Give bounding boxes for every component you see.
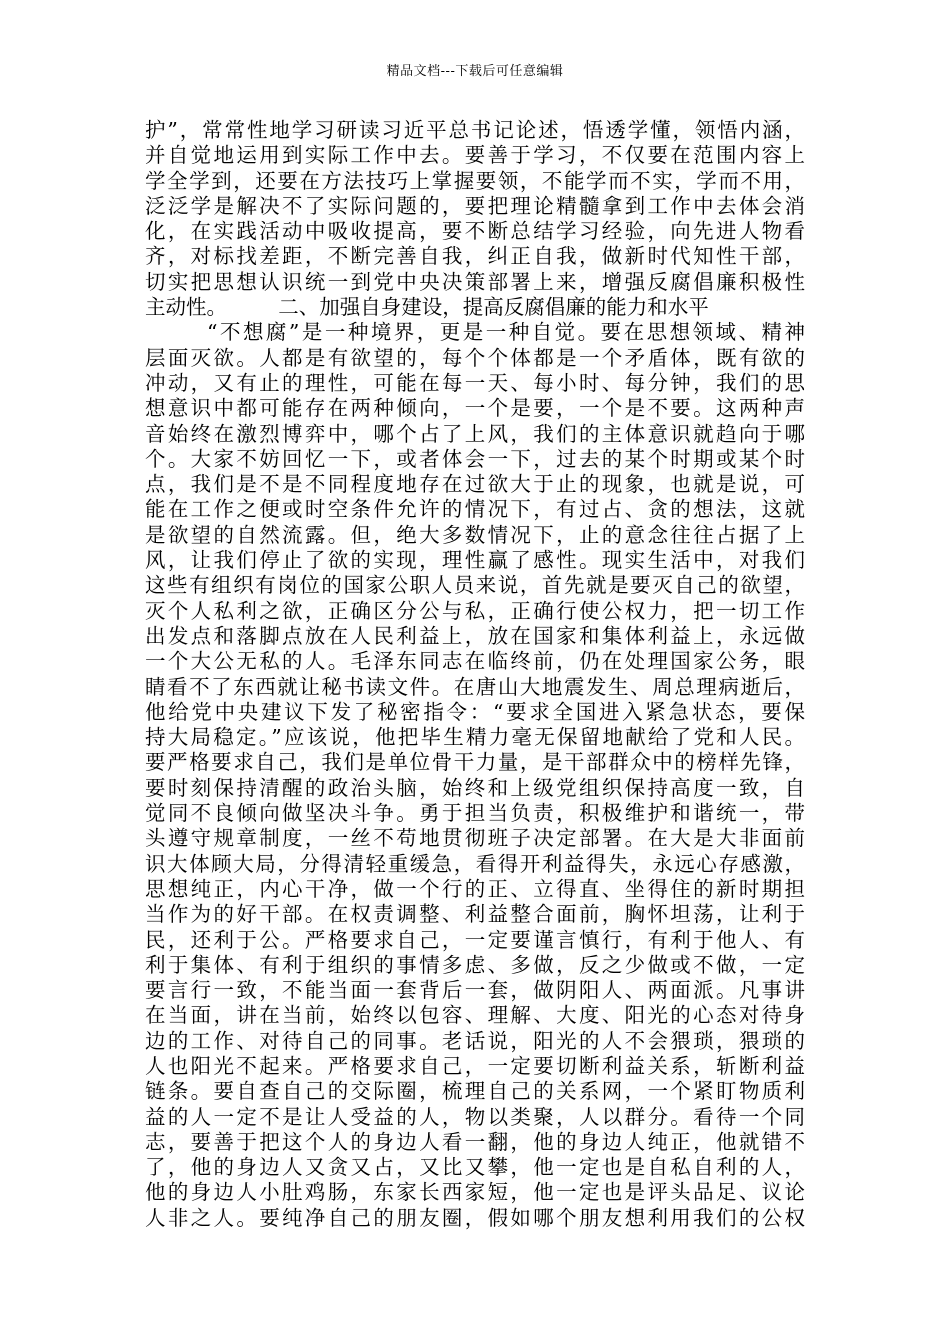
text-line: 要言行一致，不能当面一套背后一套，做阴阳人、两面派。凡事讲 — [145, 978, 805, 1003]
section-heading-line: 主动性。 二、加强自身建设，提高反腐倡廉的能力和水平 — [145, 295, 709, 320]
paragraph-start-line: “不想腐”是一种境界，更是一种自觉。要在思想领域、精神 — [207, 320, 805, 345]
text-line: 志，要善于把这个人的身边人看一翻，他的身边人纯正，他就错不 — [145, 1129, 805, 1154]
text-line: 识大体顾大局，分得清轻重缓急，看得开利益得失，永远心存感激， — [145, 851, 805, 876]
text-line: 想意识中都可能存在两种倾向，一个是要，一个是不要。这两种声 — [145, 396, 805, 421]
text-line: 音始终在激烈博弈中，哪个占了上风，我们的主体意识就趋向于哪 — [145, 421, 805, 446]
text-line: 觉同不良倾向做坚决斗争。勇于担当负责，积极维护和谐统一，带 — [145, 801, 805, 826]
text-line: 他的身边人小肚鸡肠，东家长西家短，他一定也是评头品足、议论 — [145, 1180, 805, 1205]
text-line: 是欲望的自然流露。但，绝大多数情况下，止的意念往往占据了上 — [145, 522, 805, 547]
text-line: 风，让我们停止了欲的实现，理性赢了感性。现实生活中，对我们 — [145, 548, 805, 573]
text-line: 边的工作、对待自己的同事。老话说，阳光的人不会猥琐，猥琐的 — [145, 1028, 805, 1053]
text-line: 齐，对标找差距，不断完善自我，纠正自我，做新时代知性干部， — [145, 244, 805, 269]
text-line: 出发点和落脚点放在人民利益上，放在国家和集体利益上，永远做 — [145, 623, 805, 648]
text-line: 层面灭欲。人都是有欲望的，每个个体都是一个矛盾体，既有欲的 — [145, 345, 805, 370]
text-line: 要时刻保持清醒的政治头脑，始终和上级党组织保持高度一致，自 — [145, 775, 805, 800]
text-line: 一个大公无私的人。毛泽东同志在临终前，仍在处理国家公务，眼 — [145, 649, 805, 674]
text-line: 泛泛学是解决不了实际问题的，要把理论精髓拿到工作中去体会消 — [145, 193, 805, 218]
text-line: 人也阳光不起来。严格要求自己，一定要切断利益关系，斩断利益 — [145, 1053, 805, 1078]
text-line: 化，在实践活动中吸收提高，要不断总结学习经验，向先进人物看 — [145, 219, 805, 244]
text-line: 持大局稳定。”应该说，他把毕生精力毫无保留地献给了党和人民。 — [145, 725, 805, 750]
text-line: 要严格要求自己，我们是单位骨干力量，是干部群众中的榜样先锋， — [145, 750, 805, 775]
text-line: 思想纯正，内心干净，做一个行的正、立得直、坐得住的新时期担 — [145, 876, 805, 901]
text-line: 学全学到，还要在方法技巧上掌握要领，不能学而不实，学而不用， — [145, 168, 805, 193]
text-line: 并自觉地运用到实际工作中去。要善于学习，不仅要在范围内容上 — [145, 143, 805, 168]
text-line: 护”，常常性地学习研读习近平总书记论述，悟透学懂，领悟内涵， — [145, 118, 805, 142]
text-line: 头遵守规章制度，一丝不苟地贯彻班子决定部署。在大是大非面前 — [145, 826, 805, 851]
document-body — [145, 118, 805, 1231]
page-header: 精品文档---下载后可任意编辑 — [386, 64, 564, 79]
text-line: 他给党中央建议下发了秘密指令：“要求全国进入紧急状态，要保 — [145, 699, 805, 724]
text-line: 民，还利于公。严格要求自己，一定要谨言慎行，有利于他人、有 — [145, 927, 805, 952]
text-line: 了，他的身边人又贪又占，又比又攀，他一定也是自私自利的人， — [145, 1155, 805, 1180]
text-line: 链条。要自查自己的交际圈，梳理自己的关系网，一个紧盯物质利 — [145, 1079, 805, 1104]
text-line: 冲动，又有止的理性，可能在每一天、每小时、每分钟，我们的思 — [145, 370, 805, 395]
text-line: 灭个人私利之欲，正确区分公与私，正确行使公权力，把一切工作 — [145, 598, 805, 623]
text-line: 点，我们是不是不同程度地存在过欲大于止的现象，也就是说，可 — [145, 472, 805, 497]
text-line: 睛看不了东西就让秘书读文件。在唐山大地震发生、周总理病逝后， — [145, 674, 805, 699]
text-line: 利于集体、有利于组织的事情多虑、多做，反之少做或不做，一定 — [145, 952, 805, 977]
text-line: 当作为的好干部。在权责调整、利益整合面前，胸怀坦荡，让利于 — [145, 902, 805, 927]
text-line: 切实把思想认识统一到党中央决策部署上来，增强反腐倡廉积极性 — [145, 269, 805, 294]
text-line: 个。大家不妨回忆一下，或者体会一下，过去的某个时期或某个时 — [145, 446, 805, 471]
text-line: 人非之人。要纯净自己的朋友圈，假如哪个朋友想利用我们的公权 — [145, 1205, 805, 1230]
text-line: 这些有组织有岗位的国家公职人员来说，首先就是要灭自己的欲望， — [145, 573, 805, 598]
text-line: 益的人一定不是让人受益的人，物以类聚，人以群分。看待一个同 — [145, 1104, 805, 1129]
text-line: 能在工作之便或时空条件允许的情况下，有过占、贪的想法，这就 — [145, 497, 805, 522]
text-line: 在当面，讲在当前，始终以包容、理解、大度、阳光的心态对待身 — [145, 1003, 805, 1028]
